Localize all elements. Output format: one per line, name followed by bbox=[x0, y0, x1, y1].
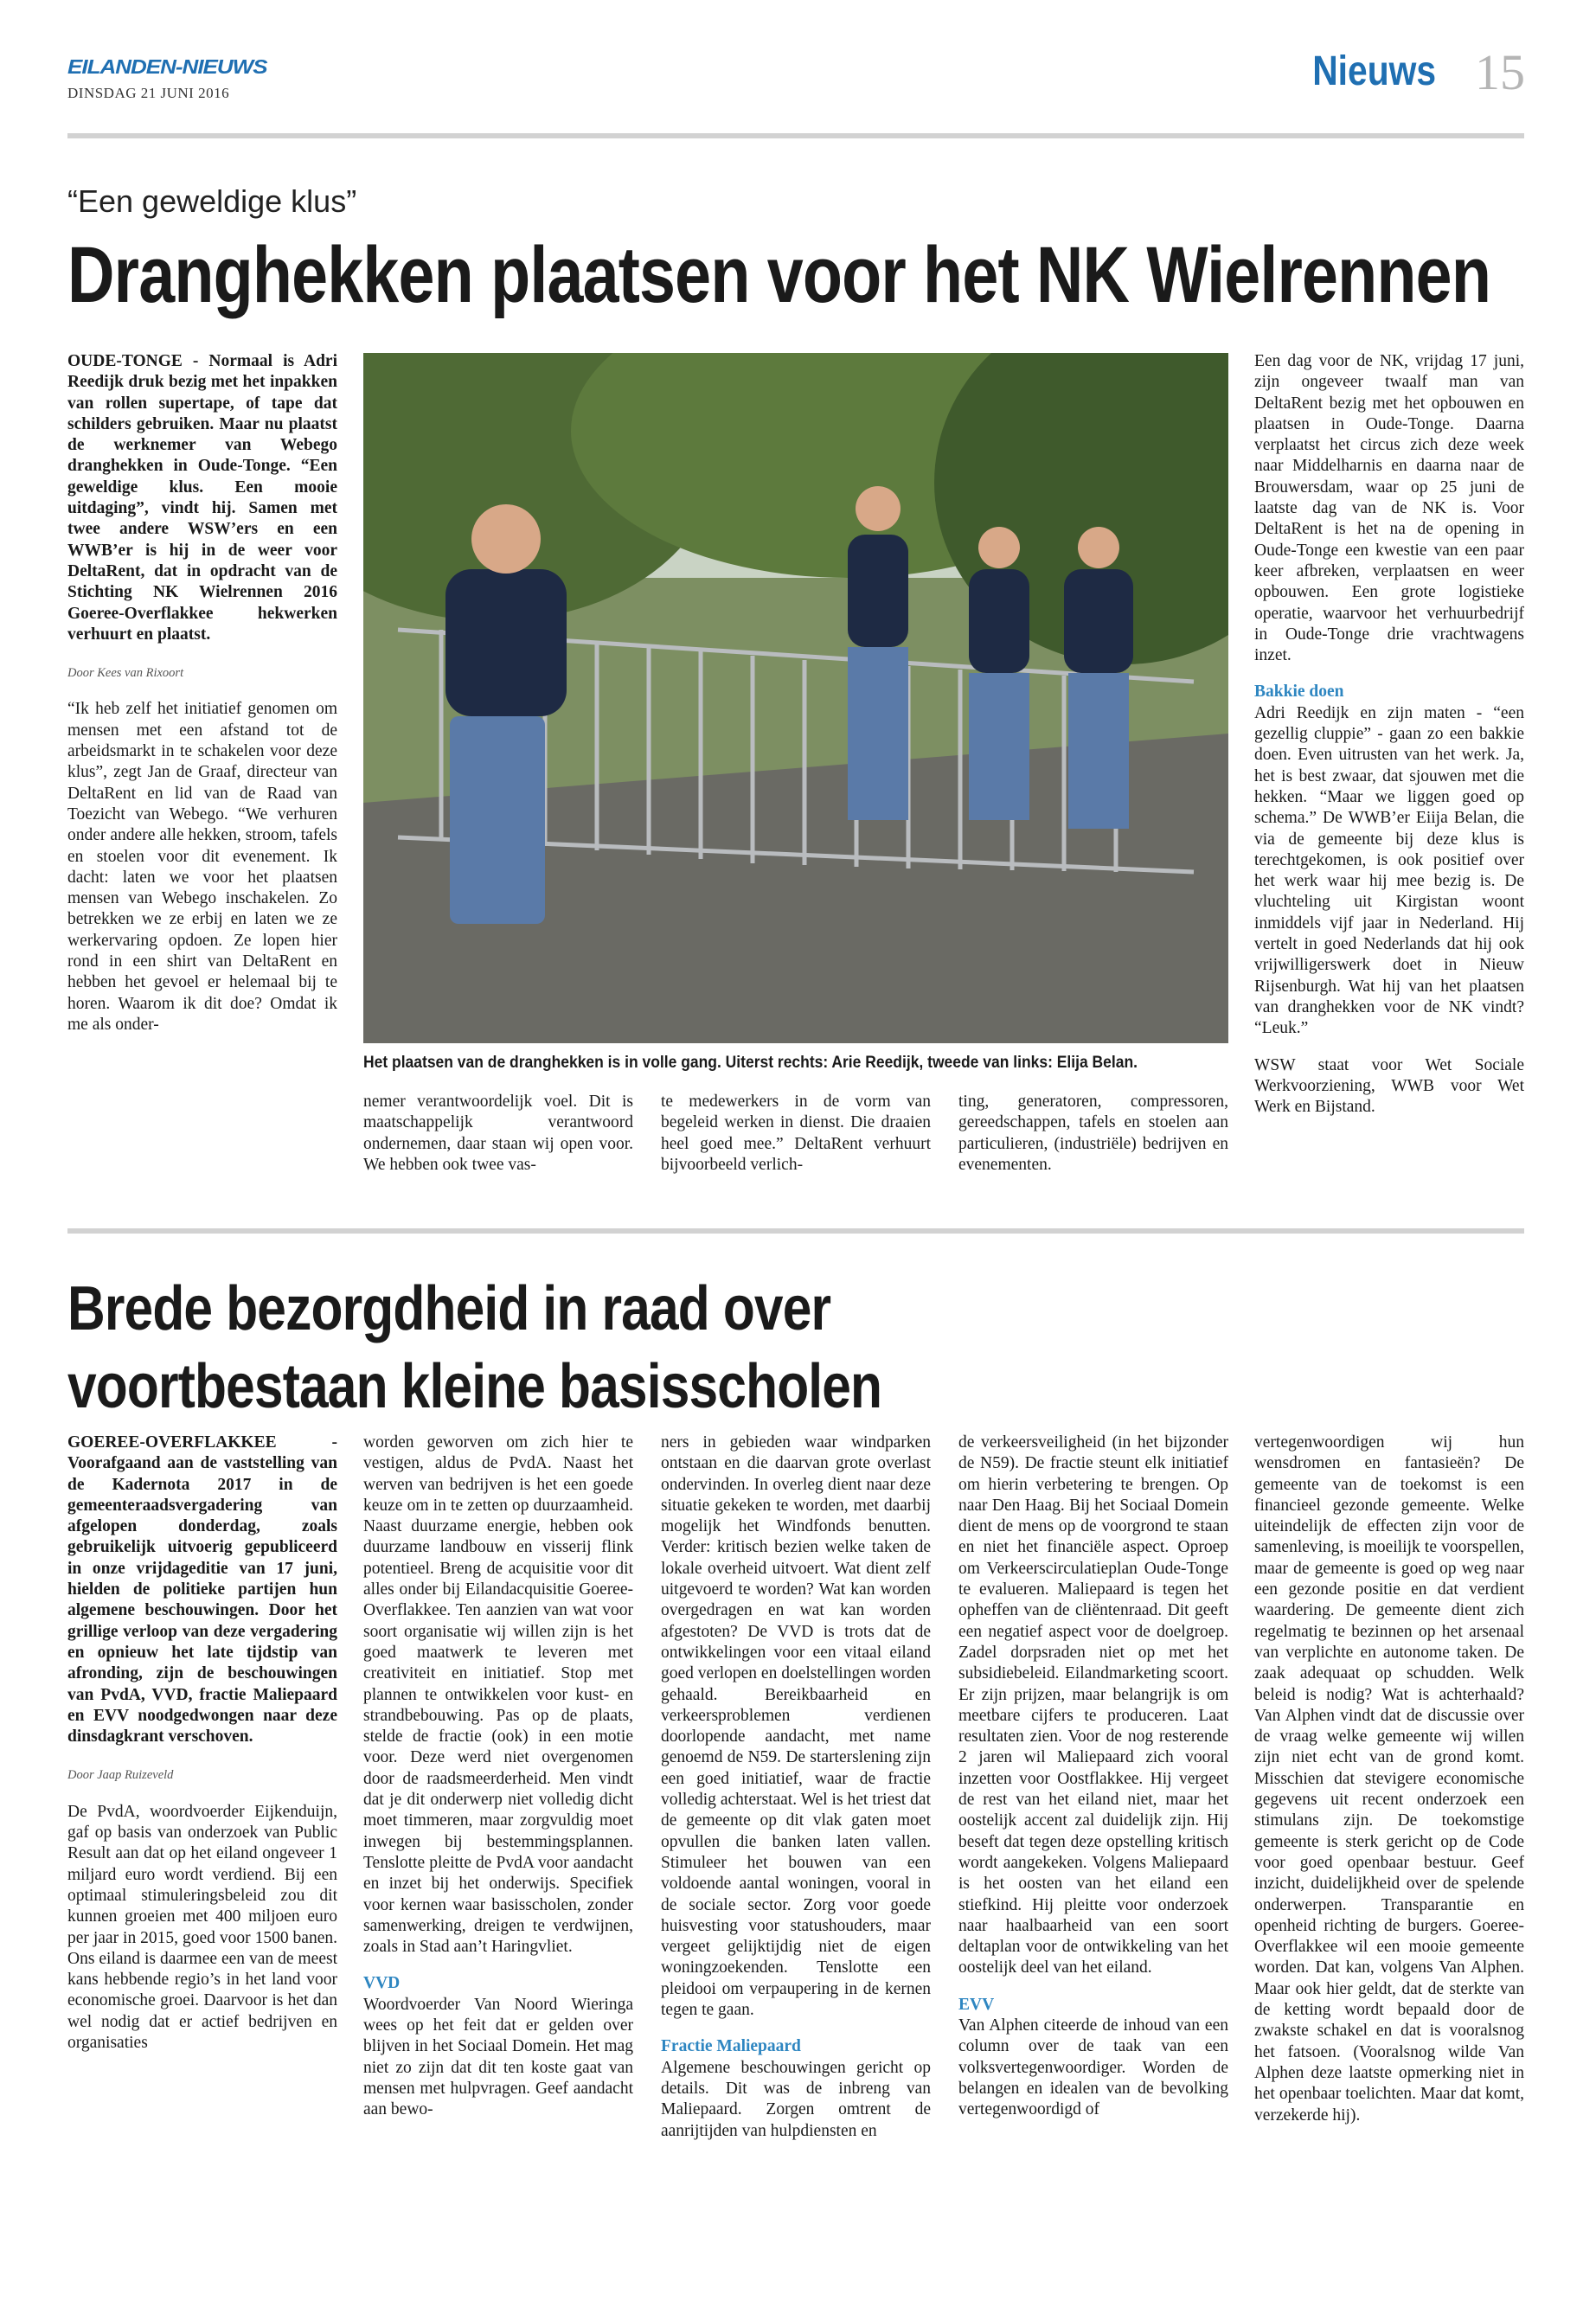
header-rule bbox=[67, 133, 1524, 138]
article1-column-4 bbox=[958, 1092, 1228, 1204]
article1-subhead: Bakkie doen bbox=[1254, 683, 1344, 702]
article1-col5-body: Een dag voor de NK, vrijdag 17 juni, zijn ongeveer twaalf man van DeltaRent bezig met het opbouwen en plaatsen in Oude-Tonge. Daarna verplaatst het circus zich deze week naar Middelharnis en daarna naar de Brouwersdam, waar op 25 juni de laatste dag van de NK is. Voor DeltaRent is het na de opening in Oude-Tonge een kwestie van een paar keer afbreken, verplaatsen en weer opbouwen. Een grote logistieke operatie, waarvoor het verhuurbedrijf in Oude-Tonge drie vrachtwagens inzet. bbox=[1254, 352, 1524, 665]
article2-col4-body: de verkeersveiligheid (in het bijzonder de N59). De fractie steunt elk initiatief om hierin verbetering te brengen. Op naar Den Haag. Bij het Sociaal Domein dient de mens op de voorgrond te staan en niet het financiële aspect. Oproep om Verkeerscirculatieplan Oude-Tonge te evalueren. Maliepaard is tegen het opheffen van de cliëntenraad. Dit geeft een negatief aspect voor de doelgroep. Zadel dorpsraden niet op met het subsidiebeleid. Eilandmarketing scoort. Er zijn prijzen, maar belangrijk is om meetbare cijfers te produceren. Laat resultaten zien. Voor de nog resterende 2 jaren wil Maliepaard zich vooral inzetten voor Oostflakkee. Hij vergeet de rest van het eiland niet, maar het oostelijk accent zal duidelijk zijn. Hij beseft dat tegen deze opstelling kritisch wordt aangekeken. Volgens Maliepaard is het oosten van het eiland een stiefkind. Hij pleitte voor onderzoek naar haalbaarheid van een soort deltaplan voor de ontwikkeling van het oostelijk deel van het eiland. bbox=[958, 1433, 1228, 1977]
article2-vvd-subhead: VVD bbox=[363, 1974, 401, 1993]
workers-with-barriers-photo bbox=[363, 353, 1228, 1043]
article1-column-1 bbox=[67, 351, 337, 1199]
article2-column-3 bbox=[661, 1433, 931, 2289]
article1-col5-body3: WSW staat voor Wet Sociale Werkvoorziening, WWB voor Wet Werk en Bijstand. bbox=[1254, 1055, 1524, 1117]
article2-column-2 bbox=[363, 1433, 633, 2289]
article2-byline: Door Jaap Ruizeveld bbox=[67, 1768, 174, 1783]
article1-byline: Door Kees van Rixoort bbox=[67, 666, 184, 681]
article2-col1-body: De PvdA, woordvoerder Eijkenduijn, gaf op basis van onderzoek van Public Result aan dat op het eiland ongeveer 1 miljard euro wordt verdiend. Bij een optimaal stimuleringsbeleid zou dit kunnen groeien met 400 miljoen euro per jaar in 2015, goed voor 1500 banen. Ons eiland is daarmee een van de meest kans hebbende regio’s in het land voor economische groei. Daarvoor is het dan wel nodig dat er actief bedrijven en organisaties bbox=[67, 1802, 337, 2053]
photo-caption: Het plaatsen van de dranghekken is in volle gang. Uiterst rechts: Arie Reedijk, tweede van links: Elija Belan. bbox=[363, 1054, 1138, 1072]
masthead-logo: EILANDEN-NIEUWS bbox=[67, 54, 267, 79]
article1-photo bbox=[363, 353, 1228, 1043]
issue-date: DINSDAG 21 JUNI 2016 bbox=[67, 85, 230, 101]
article1-kicker: “Een geweldige klus” bbox=[67, 183, 357, 219]
article2-headline-line1: Brede bezorgdheid in raad over bbox=[67, 1274, 831, 1343]
article2-column-4 bbox=[958, 1433, 1228, 2289]
article1-column-3 bbox=[661, 1092, 931, 1204]
article2-headline-line2: voortbestaan kleine basisscholen bbox=[67, 1352, 882, 1421]
article2-maliepaard-subhead: Fractie Maliepaard bbox=[661, 2037, 801, 2056]
article1-lead: OUDE-TONGE - Normaal is Adri Reedijk druk bezig met het inpakken van rollen supertape, of tape dat schilders gebruiken. Maar nu plaatst de werknemer van Webego dranghekken in Oude-Tonge. “Een geweldige klus. Een mooie uitdaging”, vindt hij. Samen met twee andere WSW’ers en een WWB’er is hij in de weer voor DeltaRent, dat in opdracht van de Stichting NK Wielrennen 2016 Goeree-Overflakkee hekwerken verhuurt en plaatst. bbox=[67, 352, 337, 644]
article2-col5-body: vertegenwoordigen wij hun wensdromen en fantasieën? De gemeente van de toekomst is een financieel gezonde gemeente. Welke uiteindelijk de effecten zijn voor de samenleving, is moeilijk te voorspellen, maar de gemeente is goed op weg naar een gezonde positie en dat verdient waardering. De gemeente dient zich regelmatig te bezinnen op het arsenaal van verplichte en autonome taken. De zaak adequaat op schudden. Welk beleid is nodig? Wat is achterhaald? Van Alphen vindt dat de discussie over de vraag welke gemeente wij willen zijn niet echt van de grond komt. Misschien dat stevigere economische gegevens uit recent onderzoek een stimulans zijn. De toekomstige gemeente is sterk gericht op de Code voor goed openbaar bestuur. Geef inzicht, duidelijkheid over de spelende onderwerpen. Transparantie en openheid richting de burgers. Goeree-Overflakkee wil een mooie gemeente worden. Dat kan, volgens Van Alphen. Maar ook hier geldt, dat de sterkte van de ketting wordt bepaald door de zwakste schakel en dat is vooralsnog het fatsoen. (Vooralsnog wilde Van Alphen deze laatste opmerking niet in het openbaar toelichten. Maar dat komt, verzekerde hij). bbox=[1254, 1433, 1524, 2125]
article2-col3-body: ners in gebieden waar windparken ontstaan en die daarvan grote overlast ondervinden. In overleg dient naar deze situatie gekeken te worden, met daarbij mogelijk het Windfonds benutten. Verder: kritisch bezien welke taken de lokale overheid uitvoert. Wat dient zelf uitgevoerd te worden? Wat kan worden overgedragen en wat kan worden afgestoten? De VVD is trots dat de ontwikkelingen voor een vitaal eiland goed verlopen en doelstellingen worden gehaald. Bereikbaarheid en verkeersproblemen verdienen doorlopende aandacht, met name genoemd de N59. De starterslening zijn een goed initiatief, waar de fractie volledig achterstaat. Wel is het triest dat de gemeente op dit vlak gaten moet opvullen die banken laten vallen. Stimuleer het bouwen van een voldoende aantal woningen, vooral in de sociale sector. Zorg voor goede huisvesting voor statushouders, maar vergeet gelijktijdig niet de eigen woningzoekenden. Tenslotte een pleidooi om verpaupering in de kernen tegen te gaan. bbox=[661, 1433, 931, 2020]
page-number: 15 bbox=[1475, 44, 1525, 100]
article2-column-5 bbox=[1254, 1433, 1524, 2289]
article1-col1-body: “Ik heb zelf het initiatief genomen om mensen met een afstand tot de arbeidsmarkt in te schakelen voor deze klus”, zegt Jan de Graaf, directeur van DeltaRent en lid van de Raad van Toezicht van Webego. “We verhuren onder andere alle hekken, stroom, tafels en stoelen voor dit evenement. Ik dacht: laten we voor het plaatsen mensen van Webego inschakelen. Zo betrekken we ze erbij en laten we ze werkervaring opdoen. Ze lopen hier rond in een shirt van DeltaRent en hebben het gevoel er helemaal bij te horen. Waarom ik dit doe? Omdat ik me als onder- bbox=[67, 700, 337, 1034]
section-divider bbox=[67, 1228, 1524, 1234]
article2-evv-subhead: EVV bbox=[958, 1995, 995, 2014]
section-title: Nieuws bbox=[1312, 48, 1436, 94]
article2-col4-body2: Van Alphen citeerde de inhoud van een column over de taak van een volksvertegenwoordiger. Worden de belangen en idealen van de bevolking vertegenwoordigd of bbox=[958, 2016, 1228, 2119]
article2-col2-body2: Woordvoerder Van Noord Wieringa wees op het feit dat er gelden over blijven in het Sociaal Domein. Het mag niet zo zijn dat dit ten koste gaat van mensen met hulpvragen. Geef aandacht aan bewo- bbox=[363, 1995, 633, 2119]
article2-col3-body2: Algemene beschouwingen gericht op details. Dit was de inbreng van Maliepaard. Zorgen omtrent de aanrijtijden van hulpdiensten en bbox=[661, 2058, 931, 2140]
article1-col5-body2: Adri Reedijk en zijn maten - “een gezellig cluppie” - gaan zo een bakkie doen. Even uitrusten van het werk. Ja, het is best zwaar, dat sjouwen met die hekken. “Maar we liggen goed op schema.” De WWB’er Eiija Belan, die via de gemeente bij deze klus is terechtgekomen, is ook positief over het werk waar hij mee bezig is. De vluchteling uit Kirgistan woont inmiddels vijf jaar in Nederland. Hij vertelt in goed Nederlands dat hij ook vrijwilligerswerk doet in Nieuw Rijsenburgh. Wat hij van het plaatsen van dranghekken voor de NK vindt? “Leuk.” bbox=[1254, 703, 1524, 1038]
article1-column-5 bbox=[1254, 351, 1524, 1199]
article2-lead: GOEREE-OVERFLAKKEE - Voorafgaand aan de vaststelling van de Kadernota 2017 in de gemeenteraadsvergadering van afgelopen donderdag, zoals gebruikelijk uitvoerig gepubliceerd in onze vrijdageditie van 17 juni, hielden de politieke partijen hun algemene beschouwingen. Door het grillige verloop van deze vergadering en opnieuw het late tijdstip van afronding, zijn de beschouwingen van PvdA, VVD, fractie Maliepaard en EVV noodgedwongen naar deze dinsdagkrant verschoven. bbox=[67, 1433, 337, 1747]
article1-col2-body: nemer verantwoordelijk voel. Dit is maatschappelijk verantwoord ondernemen, daar staan wij open voor. We hebben ook twee vas- bbox=[363, 1093, 633, 1174]
article1-column-2 bbox=[363, 1092, 633, 1204]
article2-column-1 bbox=[67, 1433, 337, 2289]
article1-headline: Dranghekken plaatsen voor het NK Wielrennen bbox=[67, 231, 1491, 319]
article2-headline bbox=[67, 1270, 881, 1426]
article1-col4-body: ting, generatoren, compressoren, gereedschappen, tafels en stoelen aan particulieren, (industriële) bedrijven en evenementen. bbox=[958, 1093, 1228, 1174]
article1-col3-body: te medewerkers in de vorm van begeleid werken in dienst. Die draaien heel goed mee.” DeltaRent verhuurt bijvoorbeeld verlich- bbox=[661, 1093, 931, 1174]
article2-col2-body: worden geworven om zich hier te vestigen, aldus de PvdA. Naast het werven van bedrijven is het een goede keuze om in te zetten op duurzaamheid. Naast duurzame energie, hebben ook duurzame landbouw en visserij flink potentieel. Breng de acquisitie voor dit alles onder bij Eilandacquisitie Goeree-Overflakkee. Ten aanzien van wat voor soort organisatie wij willen zijn is het goed maatwerk te leveren met creativiteit en initiatief. Stop met plannen te ontwikkelen voor kust- en strandbebouwing. Pas op de plaats, stelde de fractie (ook) in een motie voor. Deze werd niet overgenomen door de raadsmeerderheid. Men vindt dat je dit onderwerp niet volledig dicht moet timmeren, maar zorgvuldig moet inwegen bij bestemmingsplannen. Tenslotte pleitte de PvdA voor aandacht en inzet bij het onderwijs. Specifiek voor kernen waar basisscholen, zonder samenwerking, dreigen te verdwijnen, zoals in Stad aan’t Haringvliet. bbox=[363, 1433, 633, 1957]
